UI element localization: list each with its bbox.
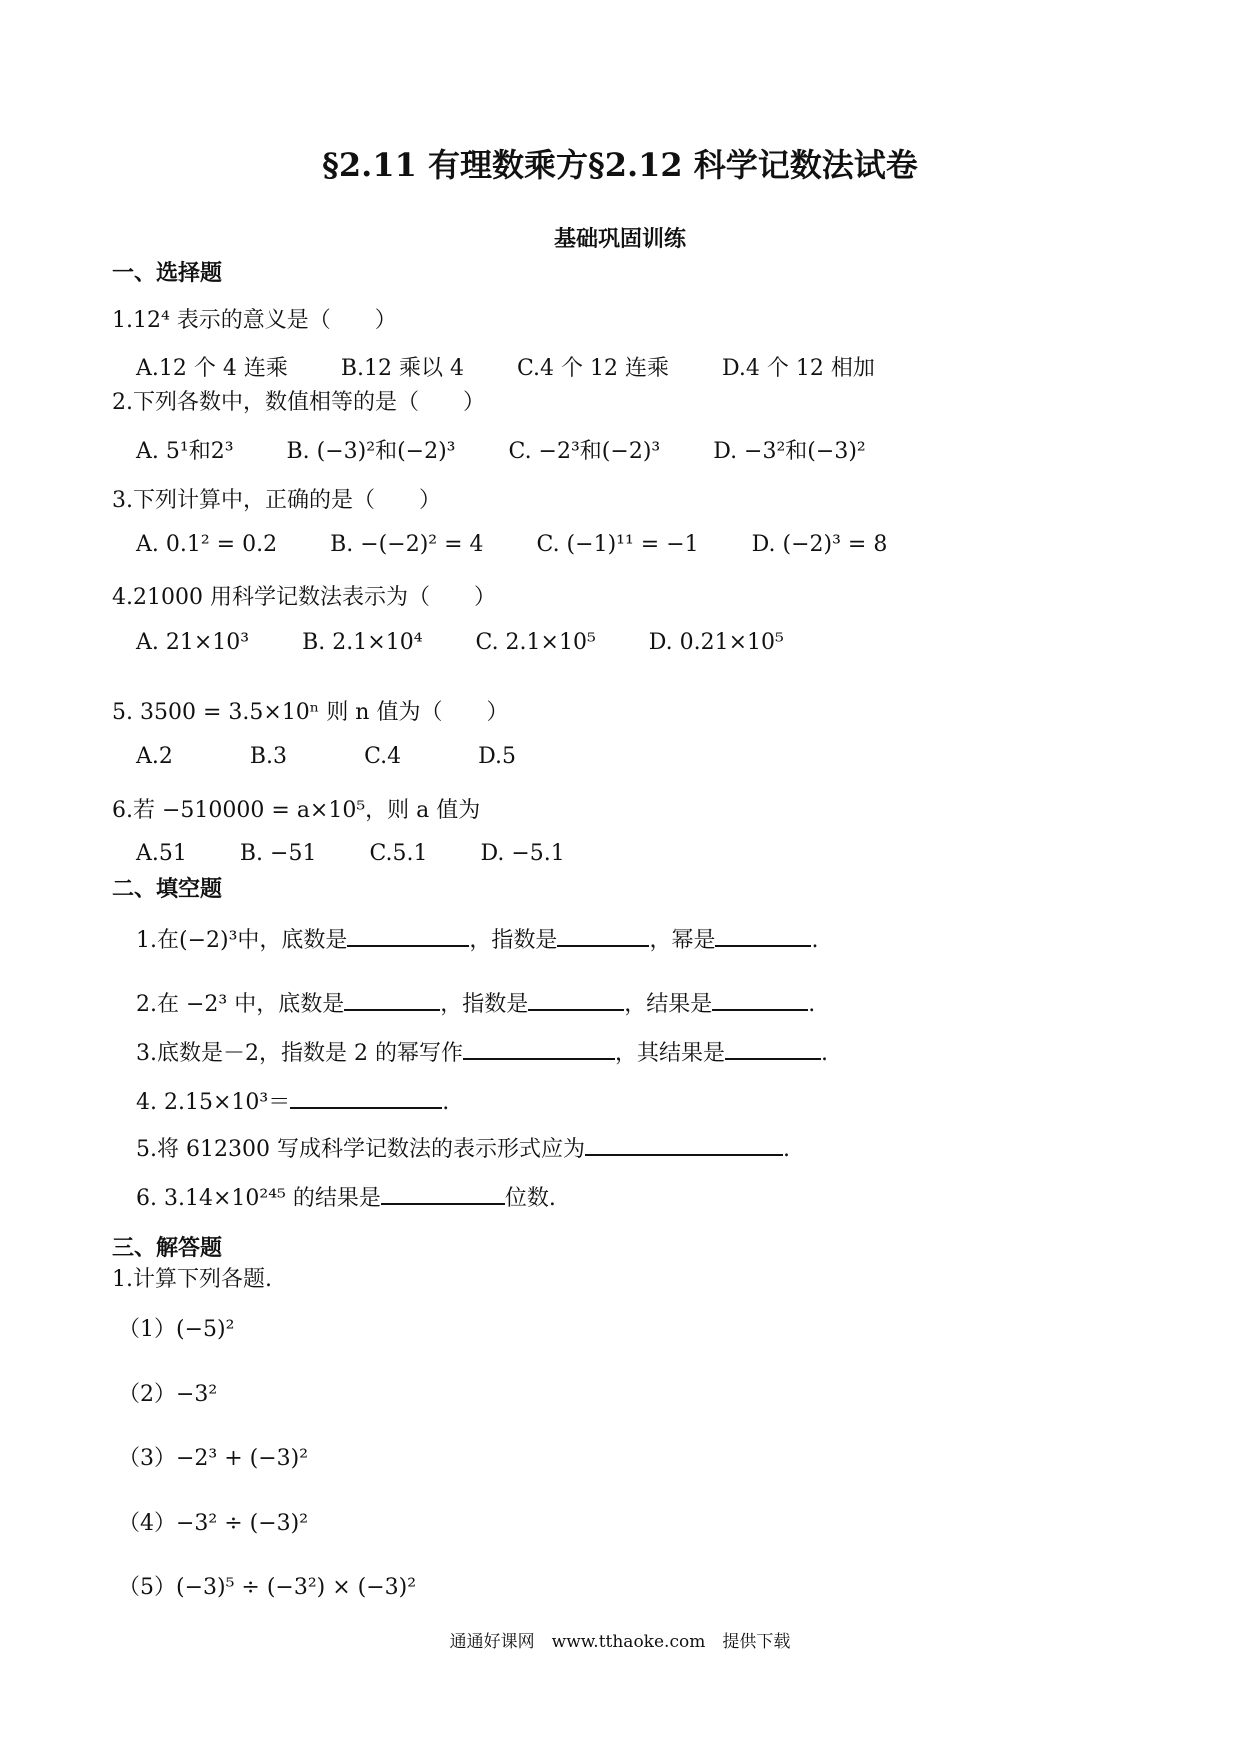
section-choice-heading: 一、选择题 [112, 260, 223, 286]
choice-q4: 4.21000 用科学记数法表示为（ ） [112, 585, 496, 610]
fill-q5 [136, 1132, 790, 1163]
fill-q6 [136, 1181, 556, 1212]
choice-q3-options [136, 532, 933, 557]
option-d: D. 0.21×10⁵ [648, 630, 784, 655]
page-subtitle: 基础巩固训练 [553, 226, 686, 252]
fill-text: . [811, 928, 819, 953]
option-a: A. 0.1² = 0.2 [136, 532, 278, 557]
fill-text: ，幂是 [649, 928, 716, 953]
fill-q2 [136, 987, 815, 1018]
option-b: B. −(−2)² = 4 [330, 532, 484, 557]
answer-item-2: （2）−3² [118, 1382, 218, 1407]
option-c: C.4 个 12 连乘 [517, 356, 670, 381]
answer-item-3: （3）−2³ + (−3)² [118, 1446, 309, 1471]
fill-q3 [136, 1036, 828, 1067]
page-title: §2.11 有理数乘方§2.12 科学记数法试卷 [322, 146, 918, 184]
answer-blank[interactable] [344, 991, 440, 1011]
option-a: A.51 [136, 841, 187, 866]
answer-blank[interactable] [585, 1136, 783, 1156]
option-d: D. (−2)³ = 8 [751, 532, 888, 557]
fill-q4 [136, 1085, 449, 1116]
fill-text: ，指数是 [469, 928, 558, 953]
fill-text: ，结果是 [624, 992, 713, 1017]
choice-q1: 1.12⁴ 表示的意义是（ ） [112, 308, 397, 333]
option-d: D. −3²和(−3)² [713, 439, 866, 464]
option-b: B. (−3)²和(−2)³ [286, 439, 456, 464]
fill-text: ，指数是 [440, 992, 529, 1017]
option-a: A. 5¹和2³ [136, 439, 234, 464]
fill-text: . [808, 992, 816, 1017]
option-a: A.2 [136, 744, 173, 769]
option-b: B.12 乘以 4 [340, 356, 464, 381]
answer-blank[interactable] [557, 927, 649, 947]
option-b: B. −51 [239, 841, 317, 866]
option-b: B.3 [249, 744, 288, 769]
answer-item-1: （1）(−5)² [118, 1317, 235, 1342]
choice-q5: 5. 3500 = 3.5×10ⁿ 则 n 值为（ ） [112, 700, 509, 725]
answer-intro: 1.计算下列各题. [112, 1267, 272, 1292]
answer-blank[interactable] [725, 1040, 821, 1060]
choice-q1-options [136, 351, 921, 382]
choice-q5-options [136, 744, 562, 769]
section-answer-heading: 三、解答题 [112, 1235, 223, 1261]
answer-blank[interactable] [528, 991, 624, 1011]
answer-item-5: （5）(−3)⁵ ÷ (−3²) × (−3)² [118, 1575, 417, 1600]
fill-q1 [136, 923, 818, 954]
option-c: C.4 [364, 744, 402, 769]
fill-text: 5.将 612300 写成科学记数法的表示形式应为 [136, 1137, 585, 1162]
option-c: C. −2³和(−2)³ [508, 439, 661, 464]
answer-blank[interactable] [712, 991, 808, 1011]
fill-text: . [442, 1090, 450, 1115]
fill-text: . [821, 1041, 828, 1066]
fill-text: ，其结果是 [614, 1041, 725, 1066]
fill-text: 位数. [504, 1186, 556, 1211]
option-a: A. 21×10³ [136, 630, 250, 655]
answer-blank[interactable] [290, 1089, 442, 1109]
fill-text: 6. 3.14×10²⁴⁵ 的结果是 [136, 1186, 381, 1211]
answer-blank[interactable] [381, 1185, 505, 1205]
option-c: C. 2.1×10⁵ [475, 630, 596, 655]
choice-q2-options [136, 434, 912, 465]
option-d: D.4 个 12 相加 [722, 356, 875, 381]
answer-blank[interactable] [715, 927, 811, 947]
option-c: C. (−1)¹¹ = −1 [536, 532, 699, 557]
section-fill-heading: 二、填空题 [112, 876, 223, 902]
answer-blank[interactable] [463, 1040, 615, 1060]
fill-text: . [782, 1137, 790, 1162]
option-a: A.12 个 4 连乘 [136, 356, 288, 381]
choice-q4-options [136, 630, 830, 655]
footer-source: 通通好课网 www.tthaoke.com 提供下载 [449, 1632, 791, 1652]
option-d: D.5 [478, 744, 516, 769]
fill-text: 3.底数是－2，指数是 2 的幂写作 [136, 1041, 463, 1066]
choice-q6-options [136, 841, 611, 866]
fill-text: 4. 2.15×10³＝ [136, 1090, 291, 1115]
option-d: D. −5.1 [480, 841, 565, 866]
fill-text: 1.在(−2)³中，底数是 [136, 928, 348, 953]
choice-q2: 2.下列各数中，数值相等的是（ ） [112, 390, 485, 415]
option-c: C.5.1 [369, 841, 428, 866]
answer-blank[interactable] [347, 927, 469, 947]
option-b: B. 2.1×10⁴ [302, 630, 423, 655]
fill-text: 2.在 −2³ 中，底数是 [136, 992, 345, 1017]
choice-q6: 6.若 −510000 = a×10⁵，则 a 值为 [112, 798, 481, 823]
answer-item-4: （4）−3² ÷ (−3)² [118, 1511, 309, 1536]
choice-q3: 3.下列计算中，正确的是（ ） [112, 488, 441, 513]
